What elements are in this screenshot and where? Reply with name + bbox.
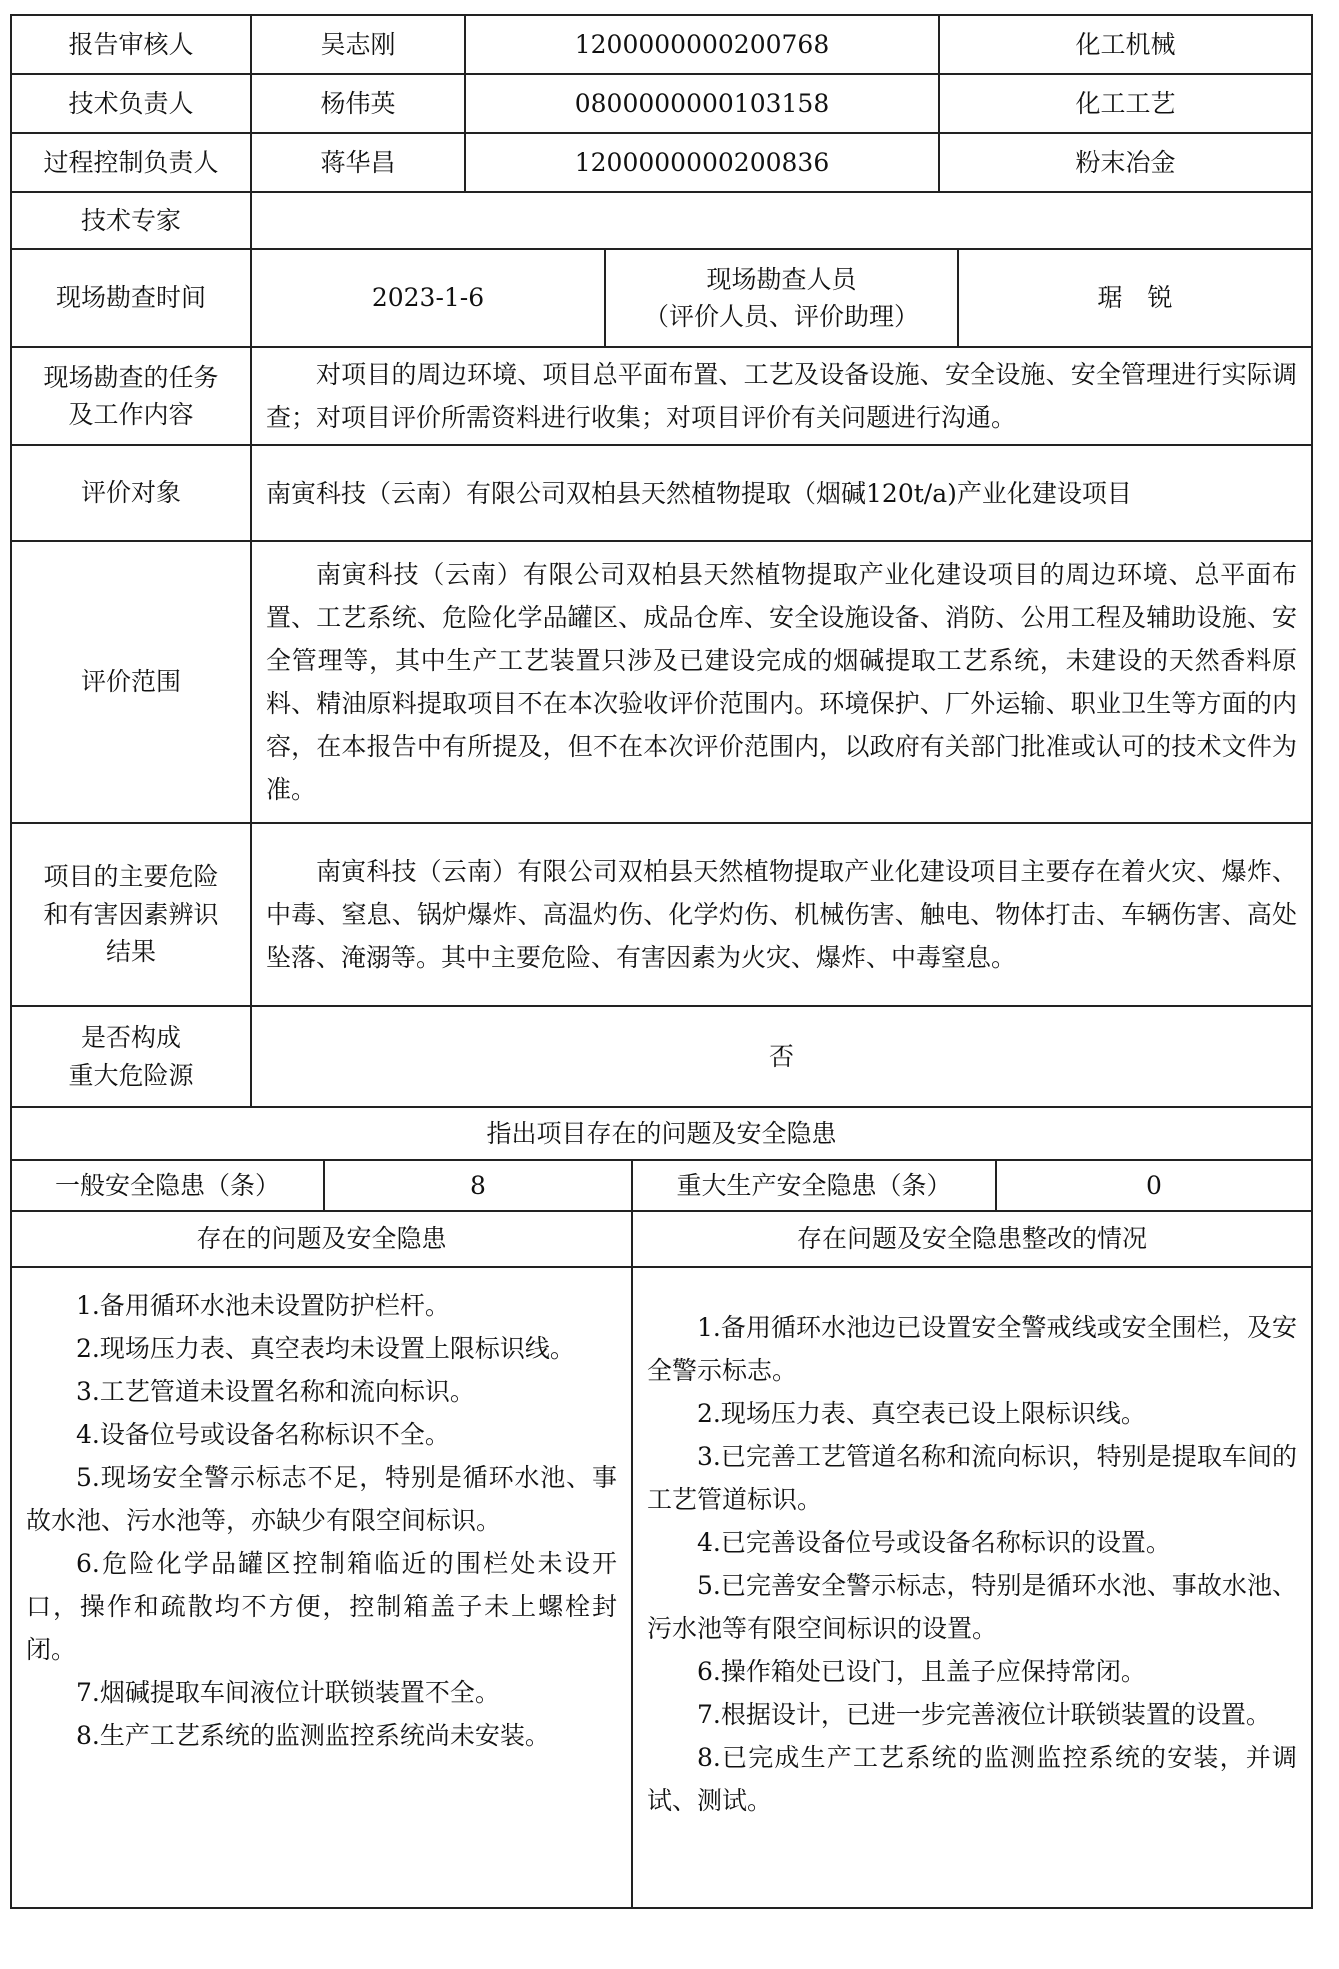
survey-time-label: 现场勘查时间 [12, 250, 252, 346]
problem-item: 5.现场安全警示标志不足，特别是循环水池、事故水池、污水池等，亦缺少有限空间标识。 [26, 1463, 617, 1535]
expert-value [252, 193, 1311, 248]
problems-column-header: 存在的问题及安全隐患 [12, 1212, 633, 1266]
major-hazard-count-label: 重大生产安全隐患（条） [633, 1161, 997, 1210]
field-cell: 粉末冶金 [1075, 147, 1176, 177]
object-label: 评价对象 [12, 446, 252, 540]
cert-cell: 1200000000200768 [466, 16, 940, 73]
field-cell: 化工工艺 [1075, 88, 1176, 118]
hazard-label [12, 824, 252, 1005]
fix-item: 8.已完成生产工艺系统的监测监控系统的安装，并调试、测试。 [647, 1743, 1297, 1815]
role-cell: 报告审核人 [12, 16, 252, 73]
personnel-row [12, 134, 1311, 193]
expert-row [12, 193, 1311, 250]
survey-time-value: 2023-1-6 [252, 250, 606, 346]
task-label-line2: 及工作内容 [68, 400, 194, 429]
expert-label: 技术专家 [12, 193, 252, 248]
issues-header-row [12, 1108, 1311, 1161]
general-hazard-label: 一般安全隐患（条） [12, 1161, 325, 1210]
fix-item: 4.已完善设备位号或设备名称标识的设置。 [697, 1528, 1171, 1557]
general-hazard-count: 8 [325, 1161, 633, 1210]
task-label [12, 348, 252, 444]
personnel-row [12, 75, 1311, 134]
problem-item: 4.设备位号或设备名称标识不全。 [76, 1420, 450, 1449]
hazard-label-line3: 结果 [105, 937, 156, 967]
name-cell: 吴志刚 [252, 16, 466, 73]
problem-item: 7.烟碱提取车间液位计联锁装置不全。 [76, 1678, 500, 1707]
columns-header-row [12, 1212, 1311, 1268]
cert-cell: 1200000000200836 [466, 134, 940, 191]
problem-item: 3.工艺管道未设置名称和流向标识。 [76, 1377, 475, 1406]
fix-item: 3.已完善工艺管道名称和流向标识，特别是提取车间的工艺管道标识。 [647, 1442, 1297, 1514]
problems-list [12, 1268, 633, 1907]
object-row [12, 446, 1311, 542]
survey-staff-value: 琚 锐 [1097, 283, 1173, 313]
hazard-row [12, 824, 1311, 1007]
major-hazard-row [12, 1007, 1311, 1108]
survey-staff-label-line2: （评价人员、评价助理） [643, 302, 919, 331]
fixes-list [633, 1268, 1311, 1907]
issues-header: 指出项目存在的问题及安全隐患 [486, 1118, 837, 1148]
role-cell: 过程控制负责人 [12, 134, 252, 191]
survey-staff-label [606, 250, 959, 346]
task-text [252, 348, 1311, 444]
object-text [252, 446, 1311, 540]
major-hazard-value: 否 [768, 1041, 794, 1071]
problem-item: 2.现场压力表、真空表均未设置上限标识线。 [76, 1334, 575, 1363]
field-cell: 化工机械 [1075, 29, 1176, 59]
fixes-column-header: 存在问题及安全隐患整改的情况 [796, 1224, 1147, 1254]
fix-item: 2.现场压力表、真空表已设上限标识线。 [697, 1399, 1146, 1428]
cert-cell: 0800000000103158 [466, 75, 940, 132]
problem-item: 8.生产工艺系统的监测监控系统尚未安装。 [76, 1721, 550, 1750]
fix-item: 1.备用循环水池边已设置安全警戒线或安全围栏，及安全警示标志。 [647, 1313, 1297, 1385]
problem-item: 6.危险化学品罐区控制箱临近的围栏处未设开口，操作和疏散均不方便，控制箱盖子未上螺栓封闭。 [26, 1549, 617, 1664]
major-hazard-label [12, 1007, 252, 1106]
report-table [10, 14, 1313, 1909]
scope-paragraph: 南寅科技（云南）有限公司双柏县天然植物提取产业化建设项目的周边环境、总平面布置、工艺系统、危险化学品罐区、成品仓库、安全设施设备、消防、公用工程及辅助设施、安全管理等，其中生产工艺装置只涉及已建设完成的烟碱提取工艺系统，未建设的天然香料原料、精油原料提取项目不在本次验收评价范围内。环境保护、厂外运输、职业卫生等方面的内容，在本报告中有所提及，但不在本次评价范围内，以政府有关部门批准或认可的技术文件为准。 [266, 560, 1297, 804]
major-hazard-label-line2: 重大危险源 [68, 1060, 194, 1090]
fix-item: 7.根据设计，已进一步完善液位计联锁装置的设置。 [697, 1700, 1271, 1729]
major-hazard-count: 0 [1146, 1170, 1162, 1200]
role-cell: 技术负责人 [12, 75, 252, 132]
hazard-text [252, 824, 1311, 1005]
name-cell: 杨伟英 [252, 75, 466, 132]
hazard-paragraph: 南寅科技（云南）有限公司双柏县天然植物提取产业化建设项目主要存在着火灾、爆炸、中毒、窒息、锅炉爆炸、高温灼伤、化学灼伤、机械伤害、触电、物体打击、车辆伤害、高处坠落、淹溺等。其中主要危险、有害因素为火灾、爆炸、中毒窒息。 [266, 857, 1297, 972]
task-label-line1: 现场勘查的任务 [43, 362, 219, 392]
scope-text [252, 542, 1311, 822]
issues-body-row [12, 1268, 1311, 1907]
fix-item: 6.操作箱处已设门，且盖子应保持常闭。 [697, 1657, 1146, 1686]
scope-row [12, 542, 1311, 824]
scope-label: 评价范围 [12, 542, 252, 822]
hazard-label-line2: 和有害因素辨识 [43, 899, 219, 929]
fix-item: 5.已完善安全警示标志，特别是循环水池、事故水池、污水池等有限空间标识的设置。 [647, 1571, 1297, 1643]
survey-row [12, 250, 1311, 348]
survey-staff-label-line1: 现场勘查人员 [706, 264, 857, 294]
task-row [12, 348, 1311, 446]
name-cell: 蒋华昌 [252, 134, 466, 191]
hazard-label-line1: 项目的主要危险 [43, 862, 219, 892]
personnel-row [12, 16, 1311, 75]
task-paragraph: 对项目的周边环境、项目总平面布置、工艺及设备设施、安全设施、安全管理进行实际调查；对项目评价所需资料进行收集；对项目评价有关问题进行沟通。 [266, 360, 1297, 432]
problem-item: 1.备用循环水池未设置防护栏杆。 [76, 1291, 450, 1320]
object-value: 南寅科技（云南）有限公司双柏县天然植物提取（烟碱120t/a)产业化建设项目 [266, 478, 1132, 508]
counts-row [12, 1161, 1311, 1212]
major-hazard-label-line1: 是否构成 [80, 1023, 181, 1052]
